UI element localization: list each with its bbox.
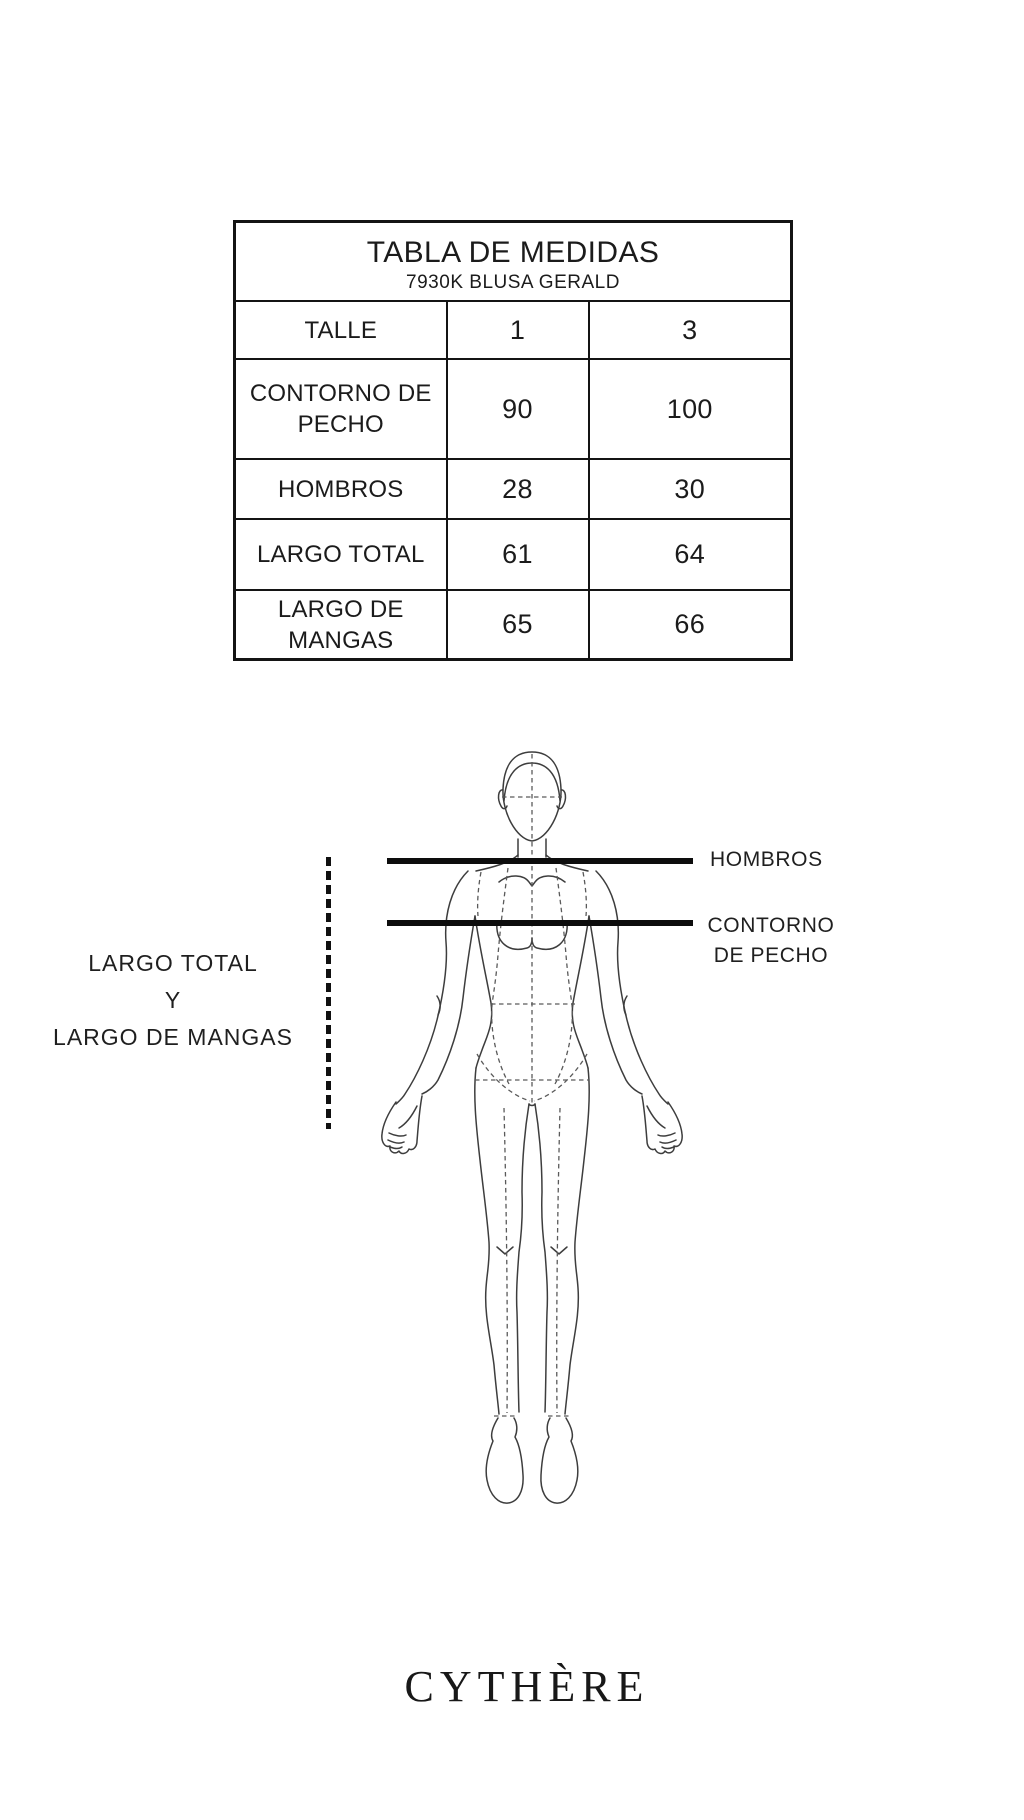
- measure-label-cell: CONTORNO DE PECHO: [235, 359, 447, 459]
- measure-label-cell: TALLE: [235, 301, 447, 359]
- length-dashed-measure-line: [326, 857, 331, 1129]
- measure-label-cell: LARGO TOTAL: [235, 519, 447, 590]
- size-1-value-cell: 90: [447, 359, 589, 459]
- table-header-cell: [235, 222, 792, 302]
- size-3-value-cell: 64: [589, 519, 792, 590]
- size-3-value-cell: 100: [589, 359, 792, 459]
- size-3-value-cell: 30: [589, 459, 792, 519]
- shoulders-measure-line: [387, 858, 693, 864]
- size-1-value-cell: 28: [447, 459, 589, 519]
- length-label-line-2: Y: [164, 987, 182, 1013]
- brand-wordmark: CYTHÈRE: [404, 1662, 650, 1711]
- table-row: [235, 359, 792, 459]
- table-header-row: [235, 222, 792, 302]
- chest-measure-line: [387, 920, 693, 926]
- size-1-value-cell: 65: [447, 590, 589, 660]
- fashion-figure-illustration: [370, 735, 700, 1525]
- chest-label-line-2: DE PECHO: [713, 944, 829, 967]
- length-label-line-1: LARGO TOTAL: [88, 950, 258, 976]
- table-row: [235, 519, 792, 590]
- size-3-value-cell: 66: [589, 590, 792, 660]
- length-label-line-3: LARGO DE MANGAS: [53, 1024, 293, 1050]
- shoulders-line-label: HOMBROS: [710, 848, 823, 871]
- length-measures-label: [40, 945, 306, 1056]
- chest-line-label: [701, 911, 841, 971]
- table-title: TABLA DE MEDIDAS: [366, 235, 660, 269]
- size-3-value-cell: 3: [589, 301, 792, 359]
- chest-label-line-1: CONTORNO: [707, 914, 835, 937]
- table-row: [235, 459, 792, 519]
- table-subtitle: 7930K BLUSA GERALD: [406, 271, 620, 293]
- table-row: [235, 590, 792, 660]
- size-1-value-cell: 61: [447, 519, 589, 590]
- measure-label-cell: HOMBROS: [235, 459, 447, 519]
- size-1-value-cell: 1: [447, 301, 589, 359]
- size-chart-table: [233, 220, 793, 661]
- measure-label-cell: LARGO DE MANGAS: [235, 590, 447, 660]
- table-row: [235, 301, 792, 359]
